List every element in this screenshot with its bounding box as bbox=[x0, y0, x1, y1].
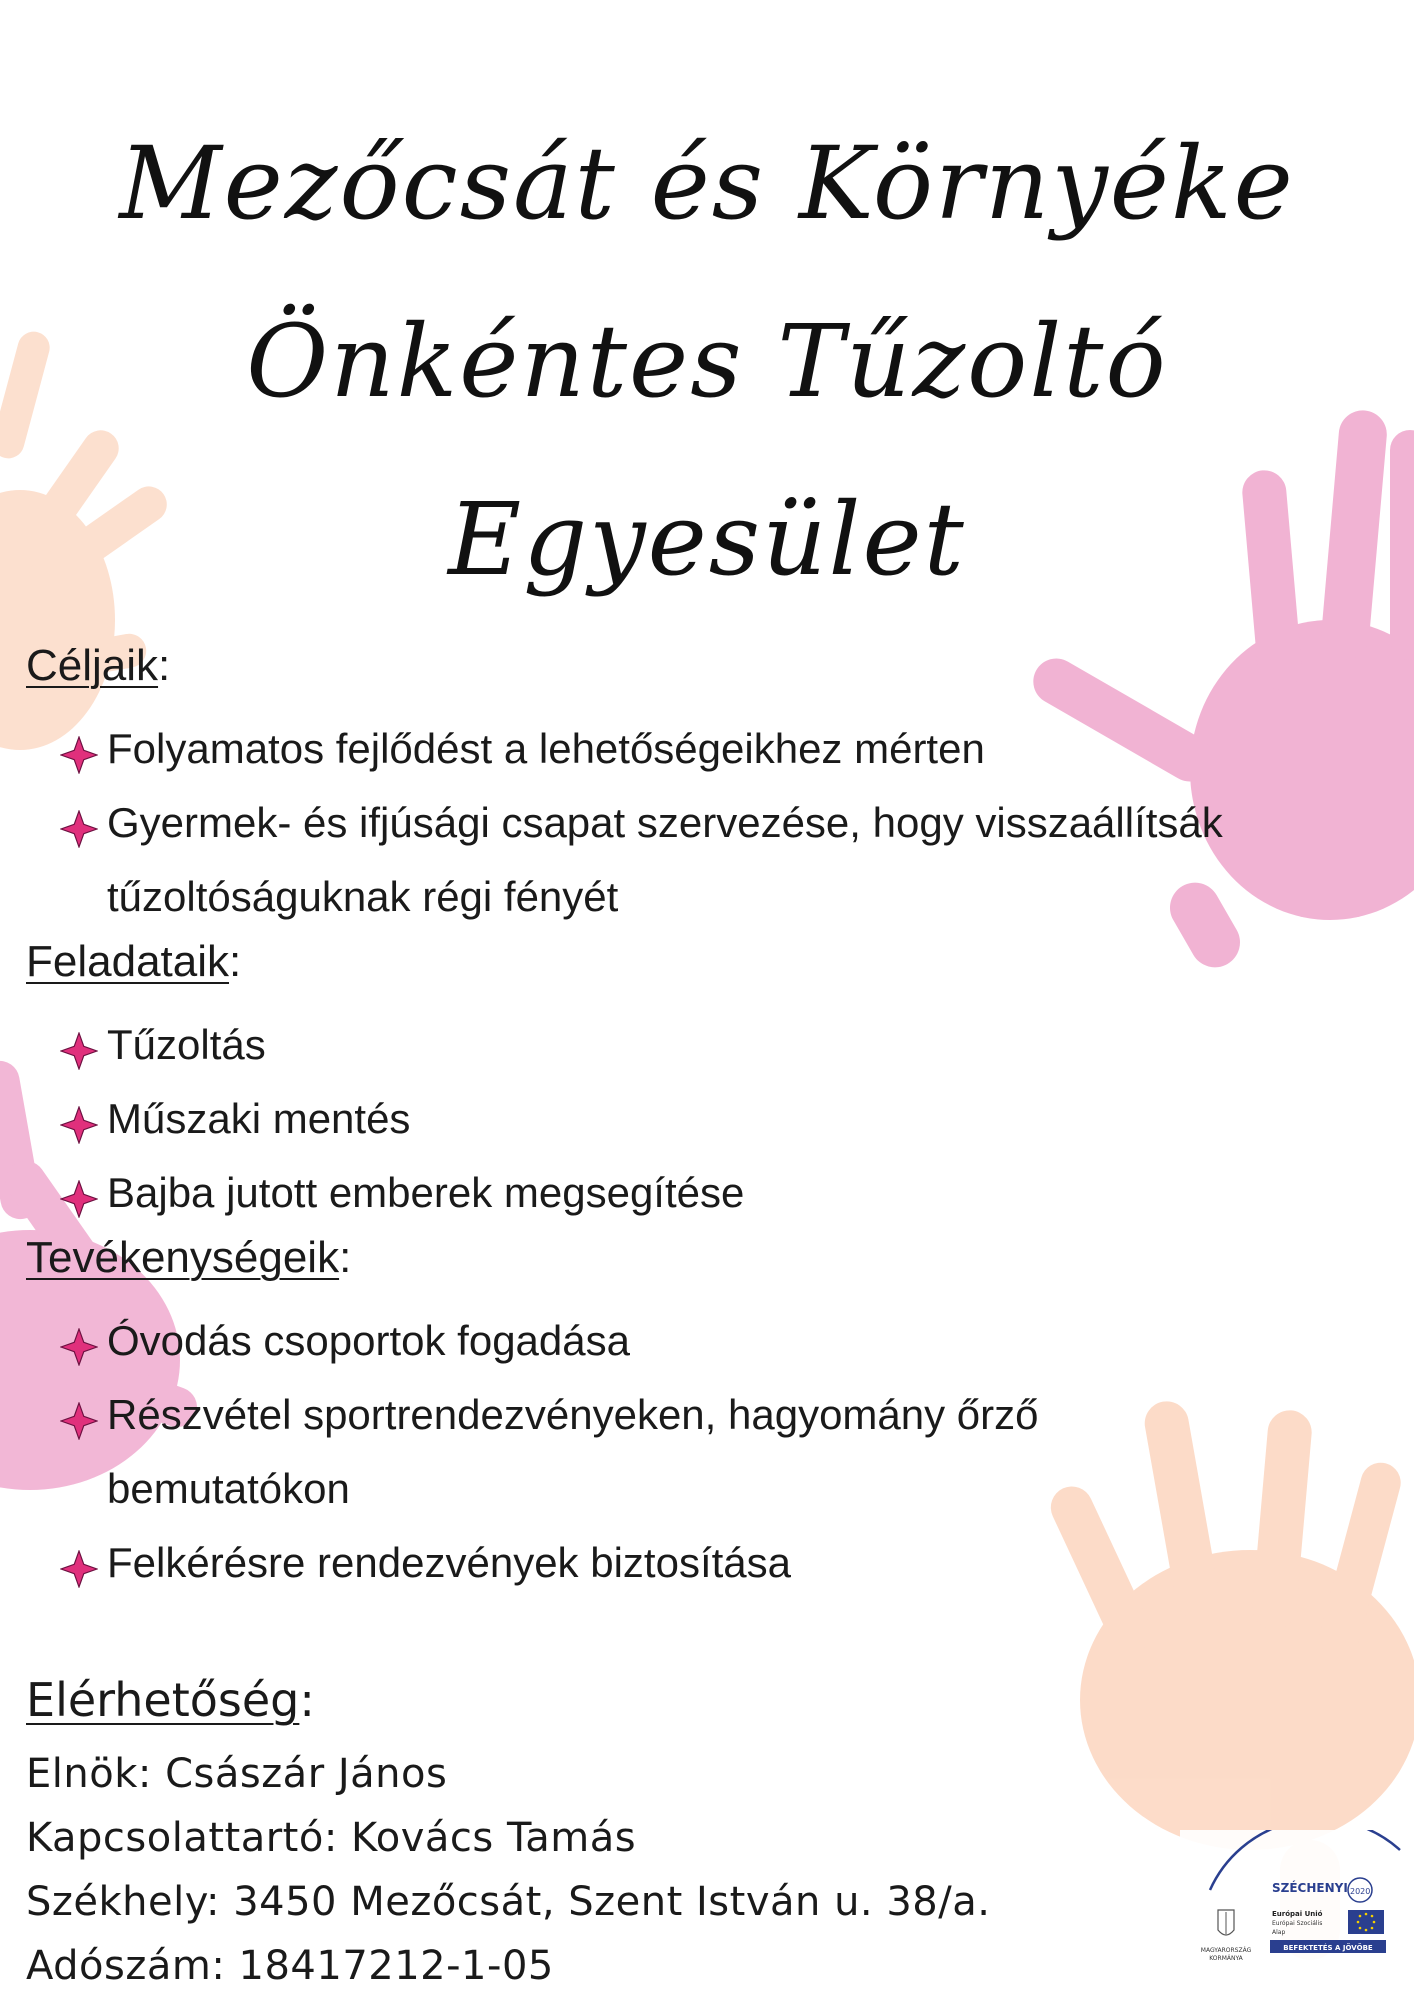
szechenyi-2020-logo bbox=[1180, 1830, 1408, 1995]
eu-line-3: Alap bbox=[1272, 1929, 1286, 1936]
contact-person: Kapcsolattartó: Kovács Tamás bbox=[26, 1815, 637, 1861]
contact-tax-number: Adószám: 18417212-1-05 bbox=[26, 1943, 554, 1989]
contact-heading: Elérhetőség: bbox=[26, 1673, 315, 1727]
list-item: Óvodás csoportok fogadása bbox=[26, 1304, 1356, 1378]
page-title bbox=[0, 95, 1414, 629]
contact-address: Székhely: 3450 Mezőcsát, Szent István u. 38/a. bbox=[26, 1879, 991, 1925]
star-bullet-icon bbox=[60, 1550, 98, 1588]
star-bullet-icon bbox=[60, 810, 98, 848]
list-item: Folyamatos fejlődést a lehetőségeikhez mérten bbox=[26, 712, 1356, 786]
main-content bbox=[26, 638, 1356, 1600]
star-bullet-icon bbox=[60, 1328, 98, 1366]
title-line-3: Egyesület bbox=[448, 481, 966, 598]
list-item: Felkérésre rendezvények biztosítása bbox=[26, 1526, 1356, 1600]
eu-line-1: Európai Unió bbox=[1272, 1910, 1323, 1918]
list-item: Részvétel sportrendezvényeken, hagyomány őrző bemutatókon bbox=[26, 1378, 1356, 1526]
star-bullet-icon bbox=[60, 1180, 98, 1218]
star-bullet-icon bbox=[60, 1032, 98, 1070]
section-heading-tasks: Feladataik: bbox=[26, 937, 242, 986]
title-line-2: Önkéntes Tűzoltó bbox=[246, 303, 1168, 420]
logo-brand: SZÉCHENYI bbox=[1272, 1881, 1348, 1895]
contact-block bbox=[26, 1670, 1176, 1998]
logo-year: 2020 bbox=[1350, 1887, 1371, 1896]
list-item: Bajba jutott emberek megsegítése bbox=[26, 1156, 1356, 1230]
star-bullet-icon bbox=[60, 736, 98, 774]
gov-line-1: MAGYARORSZÁG bbox=[1200, 1947, 1252, 1954]
star-bullet-icon bbox=[60, 1106, 98, 1144]
contact-president: Elnök: Császár János bbox=[26, 1751, 448, 1797]
list-item: Műszaki mentés bbox=[26, 1082, 1356, 1156]
title-line-1: Mezőcsát és Környéke bbox=[119, 125, 1295, 242]
eu-line-2: Európai Szociális bbox=[1272, 1920, 1323, 1927]
list-item: Tűzoltás bbox=[26, 1008, 1356, 1082]
section-heading-goals: Céljaik: bbox=[26, 641, 171, 690]
star-bullet-icon bbox=[60, 1402, 98, 1440]
gov-line-2: KORMÁNYA bbox=[1209, 1955, 1243, 1962]
section-heading-activities: Tevékenységeik: bbox=[26, 1233, 352, 1282]
logo-slogan: BEFEKTETÉS A JÖVŐBE bbox=[1283, 1944, 1373, 1952]
list-item: Gyermek- és ifjúsági csapat szervezése, hogy visszaállítsák tűzoltóságuknak régi fényét bbox=[26, 786, 1356, 934]
